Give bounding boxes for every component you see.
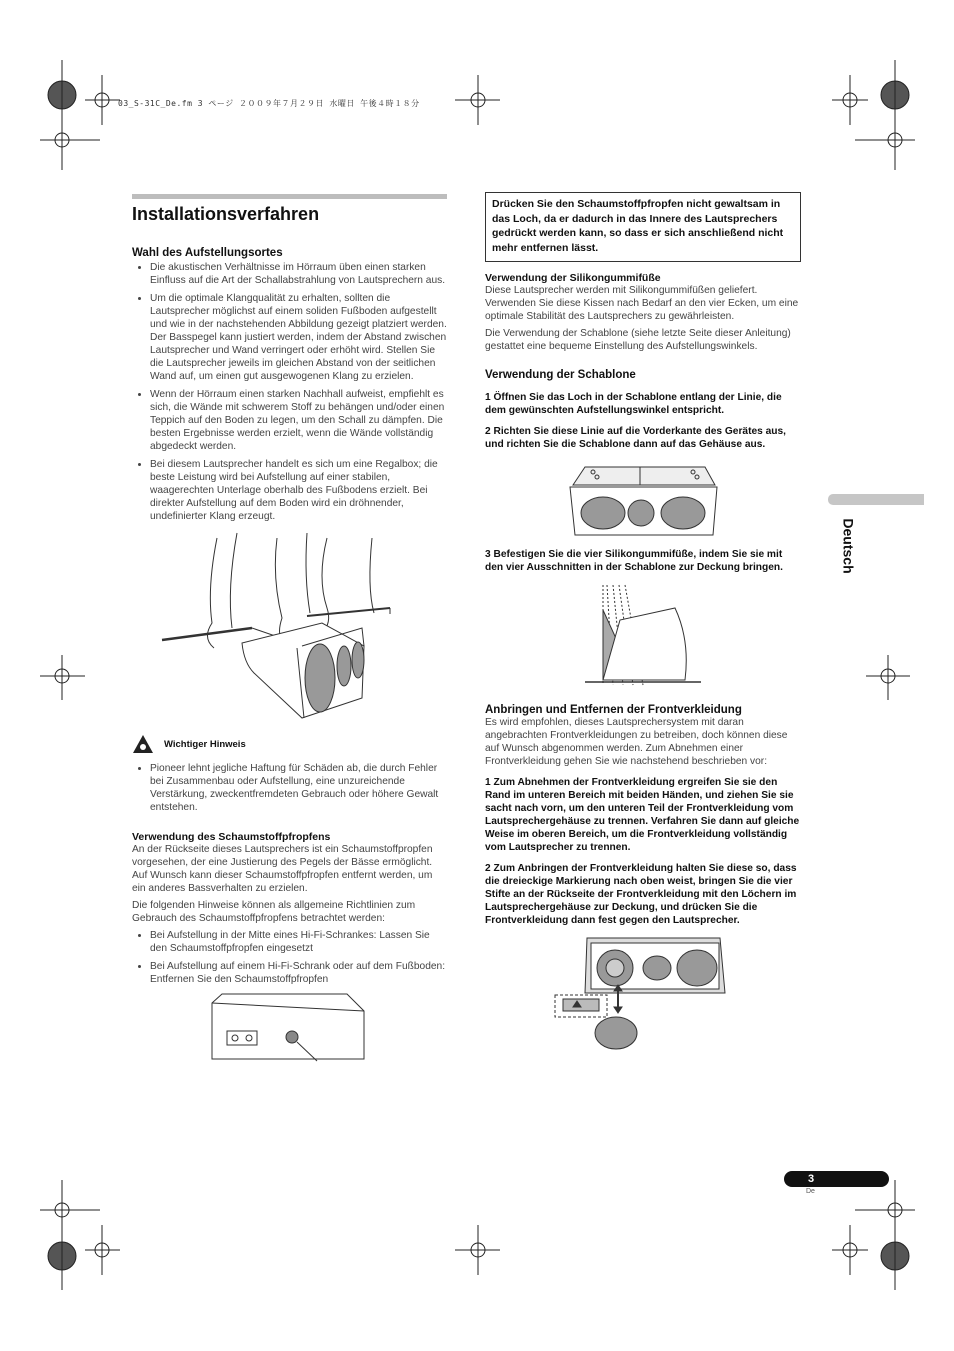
page-number-pill	[784, 1171, 889, 1187]
language-code: De	[806, 1188, 815, 1195]
placement-list	[132, 261, 447, 523]
template-step-1: 1 Öffnen Sie das Loch in der Schablone entlang der Linie, die dem gewünschten Aufstellungswinkel entspricht.	[485, 392, 782, 416]
template-heading: Verwendung der Schablone	[485, 369, 636, 381]
list-item: • Bei diesem Lautsprecher handelt es sich um eine Regalbox; die beste Leistung wird bei Aufstellung auf einer stabilen, waagerechten Unterlage oberhalb des Fußbodens erzielt. Bei direkter Aufstellung auf dem Boden wird ein dröhnender, undefinierter Klang erzeugt.	[150, 458, 447, 523]
foam-paragraph: An der Rückseite dieses Lautsprechers ist ein Schaumstoffpropfen vorgesehen, der eine Justierung des Pegels der Bässe ermöglicht. Auf Wunsch kann dieser Schaumstoffpfropfen entfernt werden, um ein anderes Bassverhalten zu erzielen.	[132, 844, 433, 894]
left-column	[132, 194, 447, 1066]
feet-paragraph: Die Verwendung der Schablone (siehe letzte Seite dieser Anleitung) gestattet eine bequeme Einstellung des Aufstellungswinkels.	[485, 328, 791, 352]
list-item: • Bei Aufstellung in der Mitte eines Hi-Fi-Schrankes: Lassen Sie den Schaumstoffpfropfen eingesetzt	[150, 929, 447, 955]
list-item: • Um die optimale Klangqualität zu erhalten, sollten die Lautsprecher möglichst auf einem soliden Fußboden aufgestellt und wie in der nachstehenden Abbildung gezeigt platziert werden. Der Basspegel kann justiert werden, indem der Abstand zwischen Lautsprecher und Wand verringert oder erhöht wird. Stellen Sie die Lautsprecher jeweils im gleichen Abstand von der seitlichen Wand auf, um einen gut ausgewogenen Klang zu erzielen.	[150, 292, 447, 383]
template-step-2: 2 Richten Sie diese Linie auf die Vorderkante des Gerätes aus, und richten Sie die Schablone dann auf das Gehäuse aus.	[485, 426, 787, 450]
grille-illustration	[485, 933, 801, 1053]
foam-heading: Verwendung des Schaumstoffpfropfens	[132, 831, 331, 843]
placement-heading: Wahl des Aufstellungsortes	[132, 247, 283, 259]
right-column	[485, 192, 801, 1053]
foam-plug-illustration	[132, 991, 447, 1066]
angle-illustration	[485, 580, 801, 690]
grille-paragraph: Es wird empfohlen, dieses Lautsprechersystem mit daran angebrachten Frontverkleidungen zu betreiben, doch können diese auf Wunsch abgenommen werden. Zum Abnehmen einer Frontverkleidung gehen Sie wie nachstehend beschrieben vor:	[485, 717, 788, 767]
template-step-3: 3 Befestigen Sie die vier Silikongummifüße, indem Sie sie mit den vier Ausschnitten in der Schablone zur Deckung bringen.	[485, 549, 783, 573]
language-tab	[828, 494, 924, 505]
template-illustration	[485, 457, 801, 542]
placement-illustration	[132, 528, 447, 728]
warning-box: Drücken Sie den Schaumstoffpfropfen nicht gewaltsam in das Loch, da er dadurch in das Innere des Lautsprechers gedrückt werden kann, so dass er sich anschließend nicht mehr entfernen lässt.	[485, 192, 801, 262]
warning-icon	[132, 734, 154, 754]
foam-list	[132, 929, 447, 986]
page-number: 3	[808, 1173, 815, 1185]
notice-label: Wichtiger Hinweis	[164, 738, 246, 750]
foam-paragraph: Die folgenden Hinweise können als allgemeine Richtlinien zum Gebrauch des Schaumstoffpfropfens betrachtet werden:	[132, 900, 416, 924]
page-title: Installationsverfahren	[132, 204, 320, 224]
list-item: • Pioneer lehnt jegliche Haftung für Schäden ab, die durch Fehler bei Zusammenbau oder Aufstellung, eine unzureichende Verstärkung, zweckentfremdeten Gebrauch oder höhere Gewalt entstehen.	[150, 762, 447, 814]
list-item: • Die akustischen Verhältnisse im Hörraum üben einen starken Einfluss auf die Art der Schallabstrahlung von Lautsprechern aus.	[150, 261, 447, 287]
print-header: 03_S-31C_De.fm 3 ページ ２００９年７月２９日 水曜日 午後４時１８分	[118, 99, 420, 108]
list-item: • Bei Aufstellung auf einem Hi-Fi-Schrank oder auf dem Fußboden: Entfernen Sie den Schaumstoffpfropfen	[150, 960, 447, 986]
language-tab-label: Deutsch	[840, 518, 857, 574]
feet-heading: Verwendung der Silikongummifüße	[485, 272, 661, 284]
notice-list	[132, 762, 447, 814]
feet-paragraph: Diese Lautsprecher werden mit Silikongummifüßen geliefert. Verwenden Sie diese Kissen nach Bedarf an den vier Ecken, um eine optimale Stabilität des Lautsprechers zu gewährleisten.	[485, 285, 799, 322]
grille-step-1: 1 Zum Abnehmen der Frontverkleidung ergreifen Sie sie den Rand im unteren Bereich mit beiden Händen, und ziehen Sie sie sacht nach vorn, um den unteren Teil der Frontverkleidung vom Lautsprechergehäuse zu trennen. Verfahren Sie dann auf gleiche Weise im oberen Bereich, um die Frontverkleidung vollständig vom Lautsprecher zu trennen.	[485, 777, 800, 853]
list-item: • Wenn der Hörraum einen starken Nachhall aufweist, empfiehlt es sich, die Wände mit schwerem Stoff zu behängen und/oder einen Teppich auf den Boden zu legen, um den Schall zu dämpfen. Die besten Ergebnisse werden erzielt, wenn die Wände vollständig abgedeckt werden.	[150, 388, 447, 453]
grille-step-2: 2 Zum Anbringen der Frontverkleidung halten Sie diese so, dass die dreieckige Markierung nach oben weist, bringen Sie die vier Stifte an der Rückseite der Frontverkleidung mit den Löchern im Lautsprechergehäuse zur Deckung, und drücken Sie die Frontverkleidung dann fest gegen den Lautsprecher.	[485, 863, 797, 926]
title-bar	[132, 194, 447, 199]
grille-heading: Anbringen und Entfernen der Frontverkleidung	[485, 704, 742, 716]
